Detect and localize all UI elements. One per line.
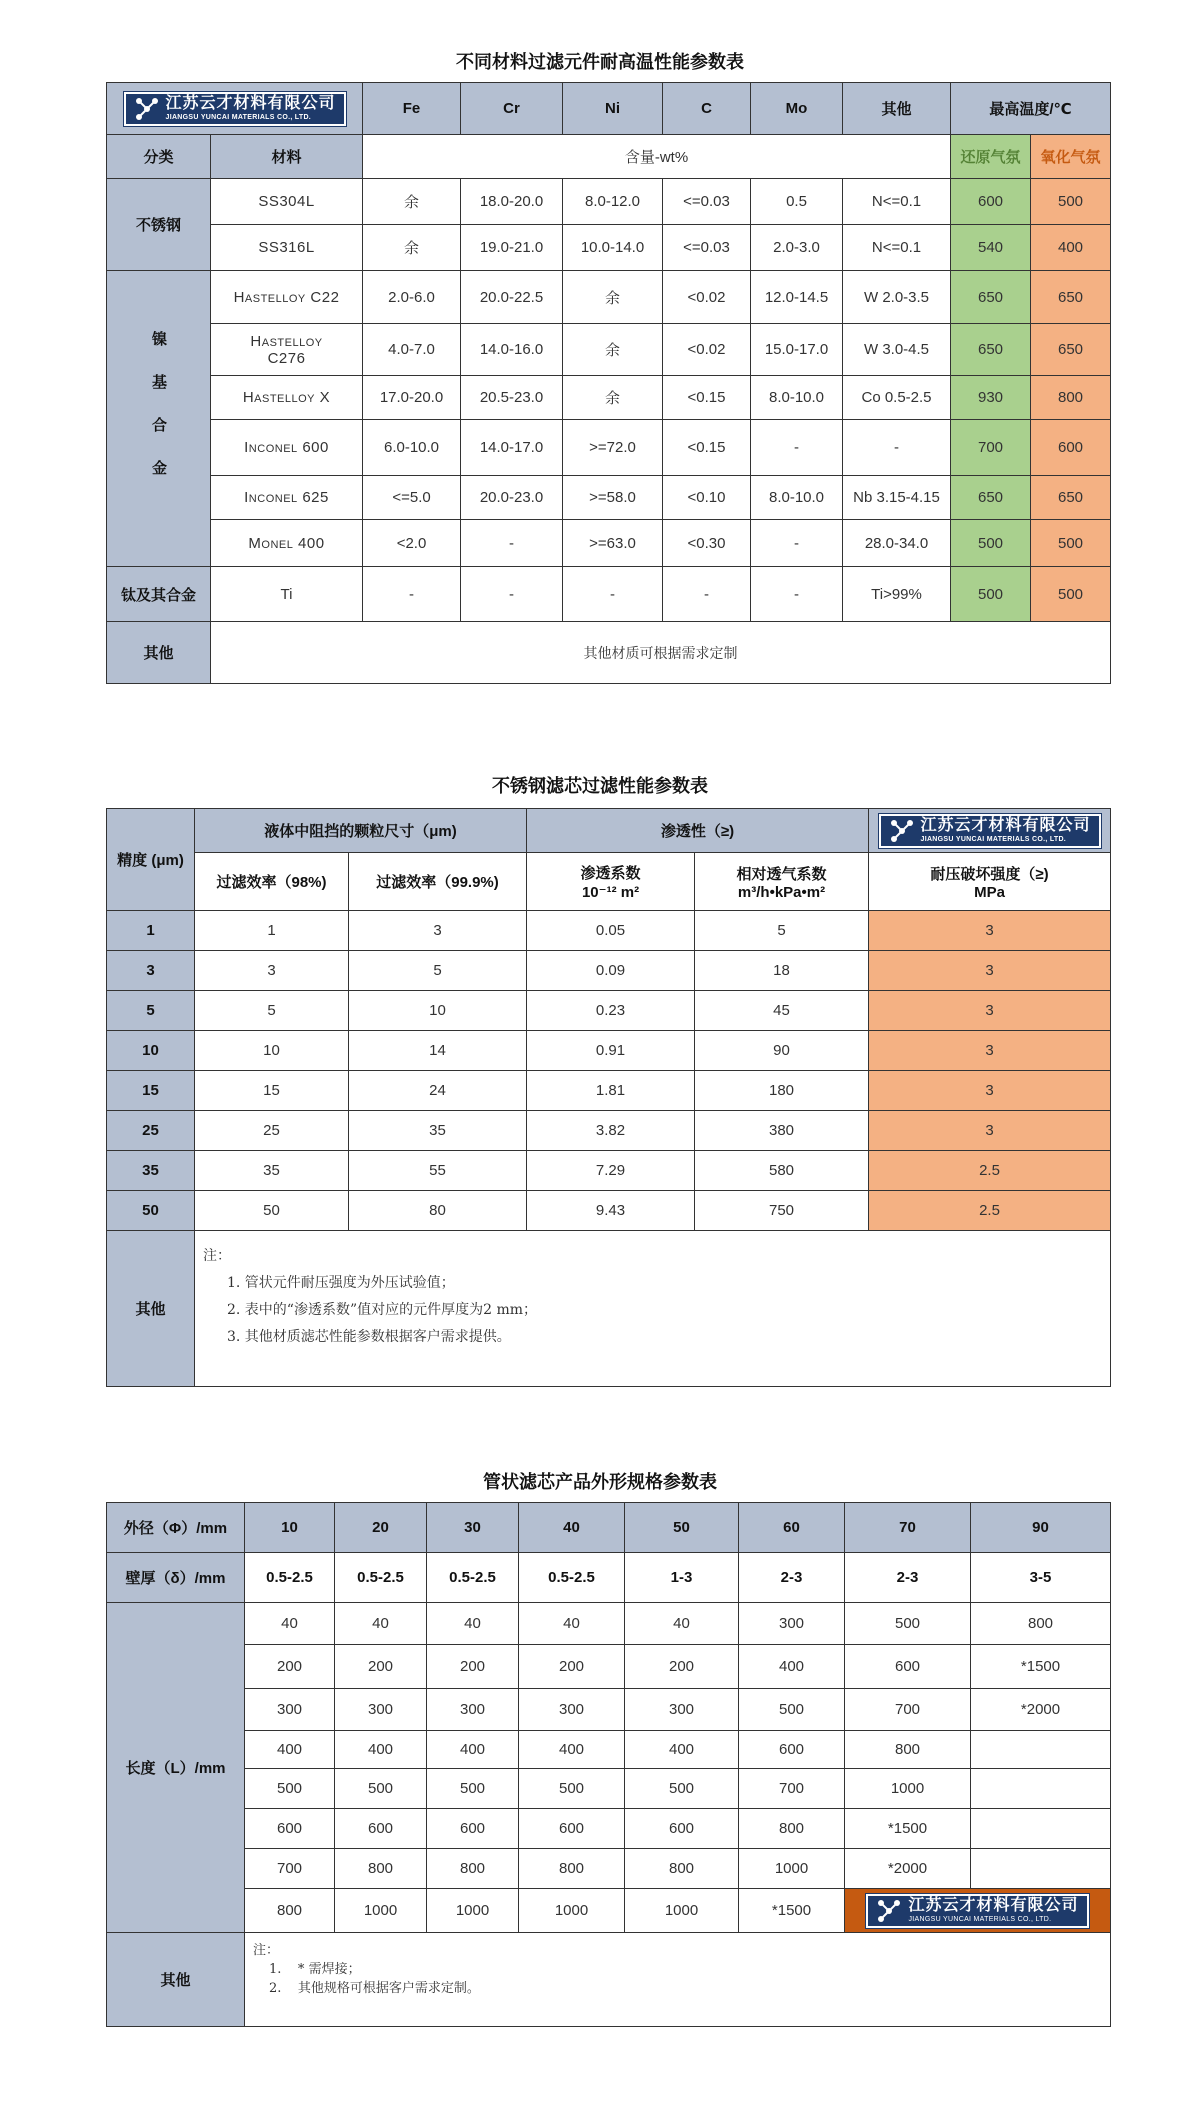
val-cell: - (751, 420, 843, 476)
col-mo: Mo (751, 83, 843, 135)
mat-cell: Ti (211, 567, 363, 622)
burst-header (869, 853, 1111, 911)
length-cell: 300 (427, 1689, 519, 1731)
col-fe: Fe (363, 83, 461, 135)
cat-stainless: 不锈钢 (107, 179, 211, 271)
length-cell: 300 (625, 1689, 739, 1731)
od-cell: 10 (245, 1503, 335, 1553)
length-cell: 500 (245, 1769, 335, 1809)
oxidizing-temp: 400 (1031, 225, 1111, 271)
wall-cell: 2-3 (739, 1553, 845, 1603)
length-cell: 600 (427, 1809, 519, 1849)
reducing-temp: 700 (951, 420, 1031, 476)
burst-cell: 2.5 (869, 1191, 1111, 1231)
length-cell: 200 (427, 1645, 519, 1689)
val-cell: - (363, 567, 461, 622)
val-cell: 4.0-7.0 (363, 324, 461, 376)
length-cell: 600 (845, 1645, 971, 1689)
val-cell: 0.5 (751, 179, 843, 225)
table2-title: 不锈钢滤芯过滤性能参数表 (492, 776, 708, 796)
val-cell: N<=0.1 (843, 225, 951, 271)
table-cell: 50 (195, 1191, 349, 1231)
reducing-temp: 600 (951, 179, 1031, 225)
table-cell: 1 (195, 911, 349, 951)
perm-coef-label: 渗透系数 (580, 865, 641, 882)
length-cell (971, 1809, 1111, 1849)
oxidizing-temp: 650 (1031, 271, 1111, 324)
val-cell: 余 (563, 271, 663, 324)
air-coef-unit: m³/h•kPa•m² (737, 883, 826, 901)
burst-cell: 3 (869, 1071, 1111, 1111)
val-cell: - (751, 567, 843, 622)
content-header: 含量-wt% (363, 135, 951, 179)
od-cell: 40 (519, 1503, 625, 1553)
val-cell: <0.02 (663, 271, 751, 324)
length-cell: 800 (519, 1849, 625, 1889)
cat-other: 其他 (107, 622, 211, 684)
logo-icon (876, 1898, 902, 1924)
cat-nickel (107, 271, 211, 567)
val-cell: <0.10 (663, 476, 751, 520)
val-cell: 20.0-22.5 (461, 271, 563, 324)
length-cell: 400 (245, 1731, 335, 1769)
val-cell: Co 0.5-2.5 (843, 376, 951, 420)
oxidizing-temp: 650 (1031, 476, 1111, 520)
val-cell: W 3.0-4.5 (843, 324, 951, 376)
val-cell: 8.0-12.0 (563, 179, 663, 225)
wall-cell: 2-3 (845, 1553, 971, 1603)
company-logo: 江苏云才材料有限公司 JIANGSU YUNCAI MATERIALS CO., LTD. (866, 1894, 1088, 1928)
mat-cell: Hastelloy X (211, 376, 363, 420)
mat-cell: SS304L (211, 179, 363, 225)
mat-cell: Monel 400 (211, 520, 363, 567)
length-cell: 700 (845, 1689, 971, 1731)
table-cell: 35 (195, 1151, 349, 1191)
val-cell: 2.0-3.0 (751, 225, 843, 271)
air-coef-header (695, 853, 869, 911)
wall-cell: 0.5-2.5 (519, 1553, 625, 1603)
oxidizing-temp: 500 (1031, 179, 1111, 225)
length-cell: *1500 (845, 1809, 971, 1849)
length-cell (971, 1849, 1111, 1889)
od-cell: 60 (739, 1503, 845, 1553)
val-cell: 余 (363, 225, 461, 271)
length-cell: 400 (625, 1731, 739, 1769)
table-cell: 18 (695, 951, 869, 991)
mat-cell: Hastelloy C22 (211, 271, 363, 324)
reducing-header: 还原气氛 (951, 135, 1031, 179)
note-head: 注： (253, 1943, 280, 1958)
length-cell: 300 (519, 1689, 625, 1731)
mat-cell: Hastelloy C276 (211, 324, 363, 376)
col-max-temp: 最高温度/℃ (951, 83, 1111, 135)
table-cell: 380 (695, 1111, 869, 1151)
oxidizing-temp: 500 (1031, 567, 1111, 622)
val-cell: 28.0-34.0 (843, 520, 951, 567)
col-ni: Ni (563, 83, 663, 135)
length-cell: 40 (625, 1603, 739, 1645)
length-cell: 600 (245, 1809, 335, 1849)
length-cell: 500 (335, 1769, 427, 1809)
val-cell: <=0.03 (663, 225, 751, 271)
val-cell: 余 (563, 376, 663, 420)
mat-cell: SS316L (211, 225, 363, 271)
length-cell (971, 1769, 1111, 1809)
table-cell: 180 (695, 1071, 869, 1111)
length-cell: 500 (519, 1769, 625, 1809)
oxidizing-temp: 600 (1031, 420, 1111, 476)
mat-header: 材料 (211, 135, 363, 179)
wall-cell: 0.5-2.5 (427, 1553, 519, 1603)
reducing-temp: 540 (951, 225, 1031, 271)
length-cell: 700 (245, 1849, 335, 1889)
reducing-temp: 500 (951, 567, 1031, 622)
table-cell: 15 (195, 1071, 349, 1111)
length-cell: 800 (971, 1603, 1111, 1645)
length-cell: 40 (427, 1603, 519, 1645)
reducing-temp: 650 (951, 324, 1031, 376)
length-cell: 1000 (845, 1769, 971, 1809)
val-cell: >=58.0 (563, 476, 663, 520)
burst-cell: 3 (869, 911, 1111, 951)
burst-cell: 3 (869, 951, 1111, 991)
table-cell: 0.09 (527, 951, 695, 991)
val-cell: 20.5-23.0 (461, 376, 563, 420)
val-cell: 8.0-10.0 (751, 376, 843, 420)
length-cell: 1000 (739, 1849, 845, 1889)
note-line: 1. 管状元件耐压强度为外压试验值； (227, 1275, 455, 1291)
mat-cell: Inconel 625 (211, 476, 363, 520)
val-cell: N<=0.1 (843, 179, 951, 225)
table-cell: 3.82 (527, 1111, 695, 1151)
length-cell: 600 (335, 1809, 427, 1849)
note-head: 注： (203, 1248, 231, 1264)
length-cell: *2000 (845, 1849, 971, 1889)
length-cell: 300 (245, 1689, 335, 1731)
logo-cell (845, 1889, 1111, 1933)
wall-cell: 0.5-2.5 (335, 1553, 427, 1603)
length-cell: 600 (739, 1731, 845, 1769)
val-cell: 15.0-17.0 (751, 324, 843, 376)
length-cell: 300 (739, 1603, 845, 1645)
table-cell: 24 (349, 1071, 527, 1111)
length-cell: 40 (519, 1603, 625, 1645)
length-cell: 500 (845, 1603, 971, 1645)
val-cell: 12.0-14.5 (751, 271, 843, 324)
val-cell: 2.0-6.0 (363, 271, 461, 324)
oxidizing-temp: 800 (1031, 376, 1111, 420)
table-cell: 0.05 (527, 911, 695, 951)
val-cell: - (461, 567, 563, 622)
eff999-header: 过滤效率（99.9%) (349, 853, 527, 911)
length-cell: 800 (335, 1849, 427, 1889)
length-cell: 1000 (625, 1889, 739, 1933)
length-cell: 800 (245, 1889, 335, 1933)
col-c: C (663, 83, 751, 135)
table-cell: 5 (349, 951, 527, 991)
air-coef-label: 相对透气系数 (736, 865, 827, 883)
logo-icon (889, 818, 915, 844)
company-logo: 江苏云才材料有限公司 JIANGSU YUNCAI MATERIALS CO., LTD. (124, 92, 346, 126)
length-cell: 1000 (335, 1889, 427, 1933)
val-cell: - (663, 567, 751, 622)
val-cell: >=72.0 (563, 420, 663, 476)
note-line: 2. 其他规格可根据客户需求定制。 (269, 1981, 480, 1996)
table-cell: 3 (349, 911, 527, 951)
dimension-table (106, 1502, 1111, 2027)
cat-ti: 钛及其合金 (107, 567, 211, 622)
val-cell: <=0.03 (663, 179, 751, 225)
length-cell: 40 (335, 1603, 427, 1645)
od-cell: 70 (845, 1503, 971, 1553)
val-cell: 19.0-21.0 (461, 225, 563, 271)
cat-header: 分类 (107, 135, 211, 179)
table-cell: 7.29 (527, 1151, 695, 1191)
val-cell: - (751, 520, 843, 567)
table-cell: 1.81 (527, 1071, 695, 1111)
table-cell: 10 (195, 1031, 349, 1071)
val-cell: Nb 3.15-4.15 (843, 476, 951, 520)
val-cell: 20.0-23.0 (461, 476, 563, 520)
note-line: 1. * 需焊接； (269, 1962, 361, 1977)
val-cell: Ti>99% (843, 567, 951, 622)
table-cell: 0.23 (527, 991, 695, 1031)
val-cell: 10.0-14.0 (563, 225, 663, 271)
reducing-temp: 650 (951, 476, 1031, 520)
precision-header: 精度 (μm) (107, 809, 195, 911)
val-cell: <0.30 (663, 520, 751, 567)
length-cell: 800 (427, 1849, 519, 1889)
length-cell: *2000 (971, 1689, 1111, 1731)
val-cell: <0.15 (663, 376, 751, 420)
length-cell: 40 (245, 1603, 335, 1645)
length-cell: 200 (335, 1645, 427, 1689)
table-cell: 0.91 (527, 1031, 695, 1071)
wall-cell: 3-5 (971, 1553, 1111, 1603)
val-cell: <0.15 (663, 420, 751, 476)
mat-cell: Inconel 600 (211, 420, 363, 476)
length-cell: 800 (739, 1809, 845, 1849)
length-cell: 500 (625, 1769, 739, 1809)
oxidizing-temp: 650 (1031, 324, 1111, 376)
precision-cell: 15 (107, 1071, 195, 1111)
length-cell: 600 (625, 1809, 739, 1849)
wall-cell: 0.5-2.5 (245, 1553, 335, 1603)
wall-header: 壁厚（δ）/mm (107, 1553, 245, 1603)
logo-cell (869, 809, 1111, 853)
precision-cell: 5 (107, 991, 195, 1031)
burst-cell: 3 (869, 991, 1111, 1031)
val-cell: - (563, 567, 663, 622)
length-cell: 500 (739, 1689, 845, 1731)
t3-notes (245, 1933, 1111, 2027)
eff98-header: 过滤效率（98%) (195, 853, 349, 911)
burst-cell: 2.5 (869, 1151, 1111, 1191)
precision-cell: 25 (107, 1111, 195, 1151)
val-cell: 18.0-20.0 (461, 179, 563, 225)
length-cell: 800 (845, 1731, 971, 1769)
note-line: 2. 表中的“渗透系数”值对应的元件厚度为2 mm； (227, 1302, 538, 1318)
precision-cell: 3 (107, 951, 195, 991)
precision-cell: 10 (107, 1031, 195, 1071)
table-cell: 55 (349, 1151, 527, 1191)
length-cell (971, 1731, 1111, 1769)
col-other: 其他 (843, 83, 951, 135)
length-cell: 600 (519, 1809, 625, 1849)
cat-nickel-label: 镍基合金 (150, 330, 167, 503)
reducing-temp: 930 (951, 376, 1031, 420)
od-cell: 50 (625, 1503, 739, 1553)
other-materials-text: 其他材质可根据需求定制 (211, 622, 1111, 684)
table1-title: 不同材料过滤元件耐高温性能参数表 (456, 52, 744, 72)
precision-cell: 1 (107, 911, 195, 951)
oxidizing-temp: 500 (1031, 520, 1111, 567)
od-cell: 90 (971, 1503, 1111, 1553)
perm-coef-header (527, 853, 695, 911)
table-cell: 750 (695, 1191, 869, 1231)
precision-cell: 35 (107, 1151, 195, 1191)
table3-title: 管状滤芯产品外形规格参数表 (483, 1472, 717, 1492)
val-cell: W 2.0-3.5 (843, 271, 951, 324)
od-header: 外径（Φ）/mm (107, 1503, 245, 1553)
val-cell: 6.0-10.0 (363, 420, 461, 476)
heat-resistance-table (106, 82, 1111, 684)
length-header: 长度（L）/mm (107, 1603, 245, 1933)
val-cell: 17.0-20.0 (363, 376, 461, 420)
od-cell: 20 (335, 1503, 427, 1553)
wall-cell: 1-3 (625, 1553, 739, 1603)
length-cell: 400 (519, 1731, 625, 1769)
length-cell: 400 (427, 1731, 519, 1769)
table-cell: 14 (349, 1031, 527, 1071)
burst-label: 耐压破坏强度（≥) (930, 865, 1049, 883)
burst-cell: 3 (869, 1111, 1111, 1151)
filtration-table (106, 808, 1111, 1387)
val-cell: 余 (363, 179, 461, 225)
val-cell: <2.0 (363, 520, 461, 567)
perm-header: 渗透性（≥) (527, 809, 869, 853)
table-cell: 9.43 (527, 1191, 695, 1231)
val-cell: <=5.0 (363, 476, 461, 520)
val-cell: - (461, 520, 563, 567)
val-cell: 14.0-17.0 (461, 420, 563, 476)
val-cell: 14.0-16.0 (461, 324, 563, 376)
length-cell: 800 (625, 1849, 739, 1889)
od-cell: 30 (427, 1503, 519, 1553)
t2-notes (195, 1231, 1111, 1387)
col-cr: Cr (461, 83, 563, 135)
table-cell: 5 (195, 991, 349, 1031)
t3-other: 其他 (107, 1933, 245, 2027)
length-cell: 700 (739, 1769, 845, 1809)
table-cell: 25 (195, 1111, 349, 1151)
precision-cell: 50 (107, 1191, 195, 1231)
burst-cell: 3 (869, 1031, 1111, 1071)
val-cell: <0.02 (663, 324, 751, 376)
val-cell: 余 (563, 324, 663, 376)
val-cell: - (843, 420, 951, 476)
length-cell: *1500 (739, 1889, 845, 1933)
reducing-temp: 500 (951, 520, 1031, 567)
oxidizing-header: 氧化气氛 (1031, 135, 1111, 179)
length-cell: 300 (335, 1689, 427, 1731)
burst-unit: MPa (974, 883, 1005, 901)
val-cell: 8.0-10.0 (751, 476, 843, 520)
table-cell: 45 (695, 991, 869, 1031)
table-cell: 3 (195, 951, 349, 991)
length-cell: 200 (625, 1645, 739, 1689)
table-cell: 80 (349, 1191, 527, 1231)
logo-cell (107, 83, 363, 135)
reducing-temp: 650 (951, 271, 1031, 324)
length-cell: 400 (335, 1731, 427, 1769)
length-cell: *1500 (971, 1645, 1111, 1689)
length-cell: 1000 (519, 1889, 625, 1933)
table-cell: 35 (349, 1111, 527, 1151)
length-cell: 200 (245, 1645, 335, 1689)
logo-icon (134, 96, 160, 122)
company-logo: 江苏云才材料有限公司 JIANGSU YUNCAI MATERIALS CO., LTD. (879, 814, 1101, 848)
perm-coef-unit: 10⁻¹² m² (581, 884, 640, 901)
length-cell: 200 (519, 1645, 625, 1689)
t2-other: 其他 (107, 1231, 195, 1387)
length-cell: 400 (739, 1645, 845, 1689)
table-cell: 5 (695, 911, 869, 951)
length-cell: 1000 (427, 1889, 519, 1933)
table-cell: 90 (695, 1031, 869, 1071)
particle-header: 液体中阻挡的颗粒尺寸（μm) (195, 809, 527, 853)
note-line: 3. 其他材质滤芯性能参数根据客户需求提供。 (227, 1329, 511, 1345)
val-cell: >=63.0 (563, 520, 663, 567)
table-cell: 10 (349, 991, 527, 1031)
table-cell: 580 (695, 1151, 869, 1191)
length-cell: 500 (427, 1769, 519, 1809)
